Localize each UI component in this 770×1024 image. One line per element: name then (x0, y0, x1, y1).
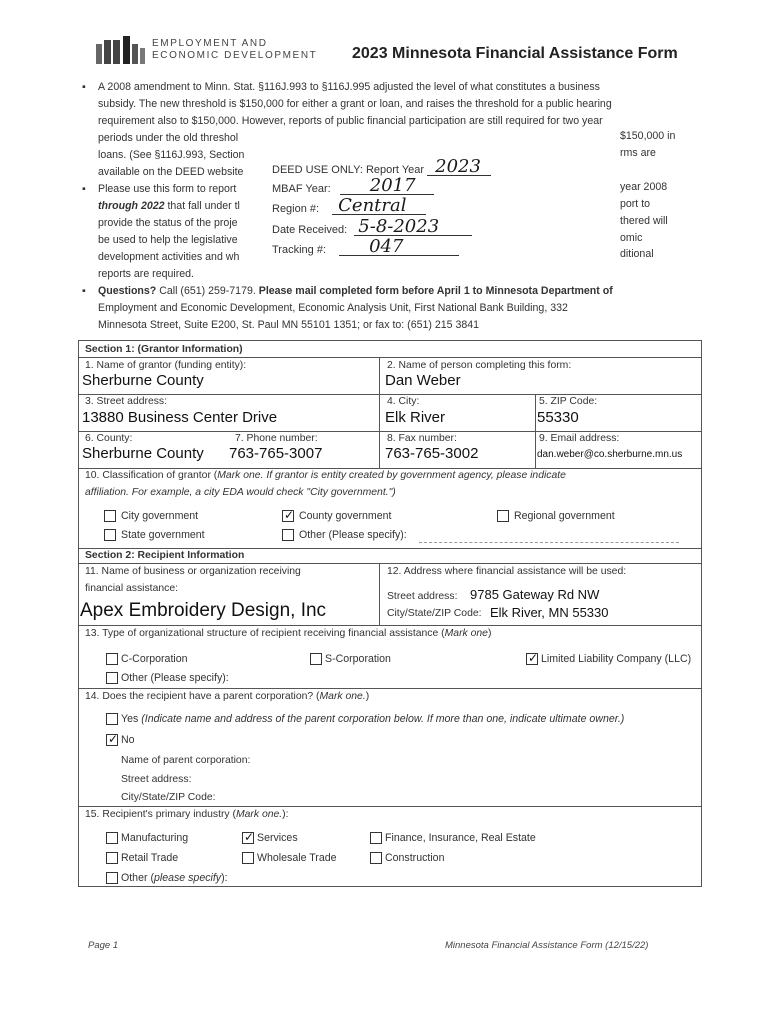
assistance-csz-label: City/State/ZIP Code: (387, 608, 482, 619)
instruction-bullet-1: ▪ A 2008 amendment to Minn. Stat. §116J.993 to §116J.995 adjusted the level of what constitutes a business subsidy. The new threshold is $150,000 for either a grant or loan, and raises the threshold for a public hearing requirement also to $150,000. However, reports of public financial participation are still required for two year periods under the old threshol loans. (See §116J.993, Section available on the DEED website (82, 79, 688, 181)
date-received-value: 5-8-2023 (358, 216, 440, 237)
form-title: 2023 Minnesota Financial Assistance Form (352, 45, 678, 62)
parent-corporation-question: 14. Does the recipient have a parent corporation? (Mark one.) (85, 691, 370, 702)
mbaf-year-value: 2017 (369, 175, 416, 196)
retail-trade-checkbox[interactable] (106, 852, 118, 864)
parent-yes-checkbox[interactable] (106, 713, 118, 725)
county-field[interactable]: Sherburne County (82, 445, 204, 462)
form-version: Minnesota Financial Assistance Form (12/15/22) (445, 940, 649, 951)
manufacturing-checkbox[interactable] (106, 832, 118, 844)
business-name-field[interactable]: Apex Embroidery Design, Inc (80, 600, 327, 621)
manufacturing-label: Manufacturing (121, 832, 189, 844)
grantor-name-field[interactable]: Sherburne County (82, 372, 204, 389)
intro-fragment: thered will (620, 215, 668, 227)
grantor-classification-label: 10. Classification of grantor (Mark one. If grantor is entity created by government agency, please indicate (85, 470, 566, 481)
completer-name-label: 2. Name of person completing this form: (387, 360, 572, 371)
regional-government-label: Regional government (514, 510, 615, 522)
grantor-name-label: 1. Name of grantor (funding entity): (85, 360, 247, 371)
c-corporation-label: C-Corporation (121, 653, 188, 665)
financial-assistance-form (78, 340, 702, 887)
parent-csz-label: City/State/ZIP Code: (121, 792, 216, 803)
other-grantor-checkbox[interactable] (282, 529, 294, 541)
assistance-street-label: Street address: (387, 591, 458, 602)
intro-fragment: rms are (620, 147, 656, 159)
tracking-number-value: 047 (369, 236, 404, 257)
assistance-csz-field[interactable]: Elk River, MN 55330 (490, 605, 609, 620)
completer-name-field[interactable]: Dan Weber (385, 372, 461, 389)
regional-government-checkbox[interactable] (497, 510, 509, 522)
assistance-address-label: 12. Address where financial assistance will be used: (387, 566, 627, 577)
business-name-label-2: financial assistance: (85, 583, 178, 594)
zip-code-field[interactable]: 55330 (537, 409, 579, 426)
city-field[interactable]: Elk River (385, 409, 446, 426)
county-government-checkbox[interactable] (282, 510, 294, 522)
llc-checkbox[interactable] (526, 653, 538, 665)
phone-label: 7. Phone number: (235, 433, 318, 444)
intro-fragment: year 2008 (620, 181, 668, 193)
business-name-label: 11. Name of business or organization receiving (85, 566, 301, 577)
llc-label: Limited Liability Company (LLC) (541, 653, 692, 665)
org-structure-label: 13. Type of organizational structure of recipient receiving financial assistance (Mark one) (85, 628, 492, 639)
parent-street-label: Street address: (121, 774, 192, 785)
parent-no-checkbox[interactable] (106, 734, 118, 746)
assistance-street-field[interactable]: 9785 Gateway Rd NW (470, 587, 600, 602)
other-structure-label: Other (Please specify): (121, 672, 229, 684)
other-industry-label: Other (please specify): (121, 872, 228, 884)
email-label: 9. Email address: (539, 433, 620, 444)
c-corporation-checkbox[interactable] (106, 653, 118, 665)
deed-use-label: DEED USE ONLY: (272, 164, 363, 176)
street-address-field[interactable]: 13880 Business Center Drive (82, 409, 278, 426)
intro-fragment: ditional (620, 248, 654, 260)
street-address-label: 3. Street address: (85, 396, 168, 407)
intro-fragment: port to (620, 198, 651, 210)
phone-field[interactable]: 763-765-3007 (229, 445, 323, 462)
page-number: Page 1 (88, 940, 119, 951)
other-industry-checkbox[interactable] (106, 872, 118, 884)
state-government-checkbox[interactable] (104, 529, 116, 541)
intro-fragment: omic (620, 232, 643, 244)
intro-fragment: $150,000 in (620, 130, 676, 142)
fax-label: 8. Fax number: (387, 433, 457, 444)
county-label: 6. County: (85, 433, 133, 444)
county-government-label: County government (299, 510, 392, 522)
services-label: Services (257, 832, 298, 844)
section-1-title: Section 1: (Grantor Information) (85, 344, 243, 355)
report-year-value: 2023 (435, 156, 481, 177)
parent-name-label: Name of parent corporation: (121, 755, 251, 766)
other-grantor-label: Other (Please specify): (299, 529, 407, 541)
parent-yes-label: Yes (Indicate name and address of the parent corporation below. If more than one, indicate ultimate owner.) (121, 713, 625, 725)
state-government-label: State government (121, 529, 205, 541)
s-corporation-label: S-Corporation (325, 653, 391, 665)
email-field[interactable]: dan.weber@co.sherburne.mn.us (537, 449, 683, 460)
fire-label: Finance, Insurance, Real Estate (385, 832, 536, 844)
other-structure-checkbox[interactable] (106, 672, 118, 684)
services-checkbox[interactable] (242, 832, 254, 844)
wholesale-trade-label: Wholesale Trade (257, 852, 337, 864)
fire-checkbox[interactable] (370, 832, 382, 844)
primary-industry-label: 15. Recipient's primary industry (Mark one.): (85, 809, 289, 820)
wholesale-trade-checkbox[interactable] (242, 852, 254, 864)
fax-field[interactable]: 763-765-3002 (385, 445, 479, 462)
parent-no-label: No (121, 734, 135, 746)
grantor-classification-note: affiliation. For example, a city EDA would check "City government.") (85, 487, 396, 498)
instruction-bullet-2: ▪ Please use this form to report through 2022 that fall under tl provide the status of the proje be used to help the legislative development activities and wh reports are required. (82, 181, 688, 283)
deed-logo-mark (96, 36, 146, 64)
s-corporation-checkbox[interactable] (310, 653, 322, 665)
other-grantor-specify-line[interactable] (419, 542, 679, 543)
construction-checkbox[interactable] (370, 852, 382, 864)
section-2-title: Section 2: Recipient Information (85, 550, 245, 561)
city-label: 4. City: (387, 396, 420, 407)
zip-code-label: 5. ZIP Code: (539, 396, 598, 407)
region-value: Central (338, 195, 407, 216)
instruction-bullet-3: ▪ Questions? Call (651) 259-7179. Please mail completed form before April 1 to Minnesota Department of Employment and Economic Development, Economic Analysis Unit, First National Bank Building, 332 Minnesota Street, Suite E200, St. Paul MN 55101 1351; or fax to: (651) 215 3841 (82, 283, 688, 334)
deed-logo-text: EMPLOYMENT AND ECONOMIC DEVELOPMENT (152, 38, 318, 61)
city-government-checkbox[interactable] (104, 510, 116, 522)
construction-label: Construction (385, 852, 445, 864)
retail-trade-label: Retail Trade (121, 852, 179, 864)
city-government-label: City government (121, 510, 199, 522)
